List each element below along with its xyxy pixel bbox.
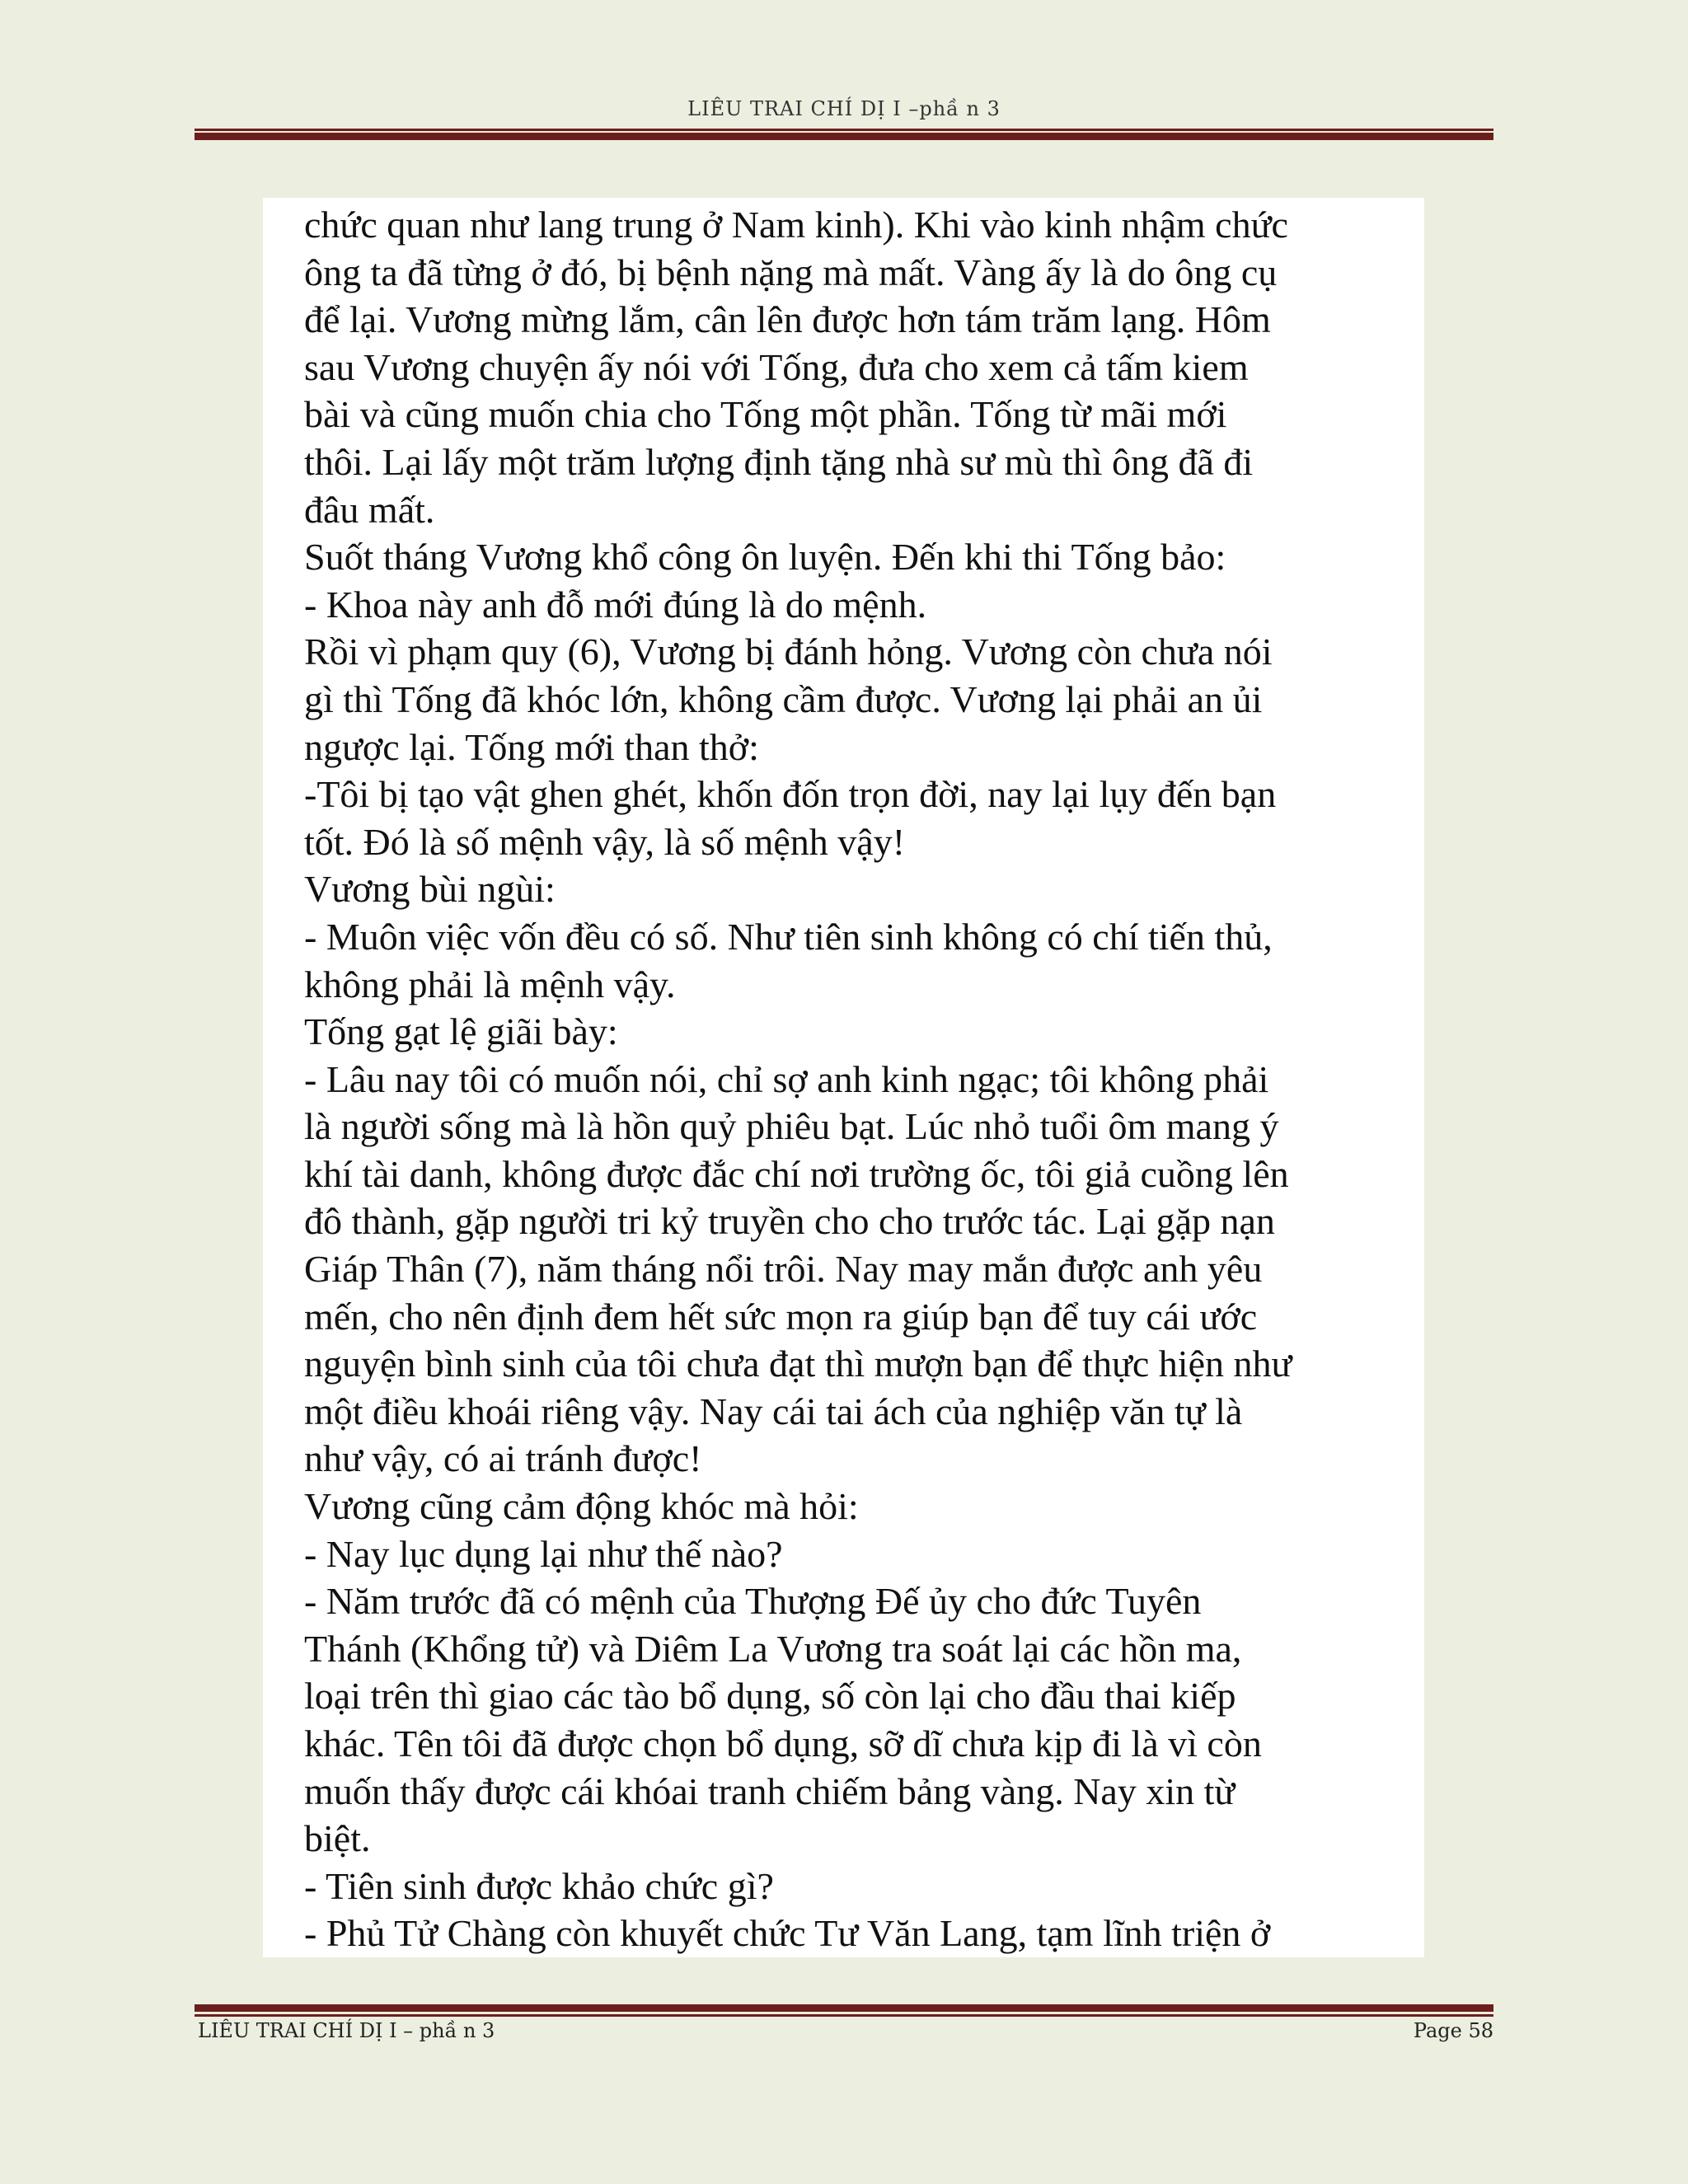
text-line: Thánh (Khổng tử) và Diêm La Vương tra soát lại các hồn ma,: [304, 1627, 1242, 1670]
text-line: - Muôn việc vốn đều có số. Như tiên sinh không có chí tiến thủ,: [304, 915, 1273, 958]
footer-rule-thin: [195, 2014, 1493, 2017]
text-line: tốt. Đó là số mệnh vậy, là số mệnh vậy!: [304, 820, 906, 863]
text-line: Vương bùi ngùi:: [304, 868, 556, 911]
header-rule-thick: [195, 133, 1493, 140]
text-line: Giáp Thân (7), năm tháng nổi trôi. Nay may mắn được anh yêu: [304, 1248, 1263, 1291]
text-line: loại trên thì giao các tào bổ dụng, số còn lại cho đầu thai kiếp: [304, 1675, 1236, 1718]
text-line: gì thì Tống đã khóc lớn, không cầm được. Vương lại phải an ủi: [304, 677, 1263, 720]
text-line: - Khoa này anh đỗ mới đúng là do mệnh.: [304, 583, 927, 626]
text-line: một điều khoái riêng vậy. Nay cái tai ách của nghiệp văn tự là: [304, 1390, 1243, 1432]
text-line: - Tiên sinh được khảo chức gì?: [304, 1864, 774, 1907]
text-line: bài và cũng muốn chia cho Tống một phần. Tống từ mãi mới: [304, 393, 1227, 436]
text-line: đâu mất.: [304, 488, 435, 531]
running-header: LIÊU TRAI CHÍ DỊ I –phầ n 3: [687, 97, 1001, 120]
text-line: đô thành, gặp người tri kỷ truyền cho cho trước tác. Lại gặp nạn: [304, 1200, 1275, 1243]
text-line: - Nay lục dụng lại như thế nào?: [304, 1532, 783, 1575]
text-line: ông ta đã từng ở đó, bị bệnh nặng mà mất. Vàng ấy là do ông cụ: [304, 251, 1278, 293]
text-line: mến, cho nên định đem hết sức mọn ra giúp bạn để tuy cái ước: [304, 1295, 1258, 1338]
text-line: như vậy, có ai tránh được!: [304, 1437, 702, 1480]
text-line: - Lâu nay tôi có muốn nói, chỉ sợ anh kinh ngạc; tôi không phải: [304, 1057, 1269, 1100]
text-line: biệt.: [304, 1817, 371, 1860]
text-line: ngược lại. Tống mới than thở:: [304, 725, 759, 768]
footer-title: LIÊU TRAI CHÍ DỊ I – phầ n 3: [198, 2019, 495, 2042]
text-line: Tống gạt lệ giãi bày:: [304, 1010, 618, 1053]
text-line: -Tôi bị tạo vật ghen ghét, khốn đốn trọn đời, nay lại lụy đến bạn: [304, 773, 1277, 816]
text-line: Suốt tháng Vương khổ công ôn luyện. Đến khi thi Tống bảo:: [304, 536, 1226, 579]
text-line: muốn thấy được cái khóai tranh chiếm bảng vàng. Nay xin từ: [304, 1769, 1236, 1812]
body-text: [304, 201, 1400, 1957]
text-line: nguyện bình sinh của tôi chưa đạt thì mượn bạn để thực hiện như: [304, 1343, 1292, 1385]
text-line: là người sống mà là hồn quỷ phiêu bạt. Lúc nhỏ tuổi ôm mang ý: [304, 1105, 1279, 1148]
text-line: - Năm trước đã có mệnh của Thượng Đế ủy cho đức Tuyên: [304, 1580, 1202, 1623]
text-line: Vương cũng cảm động khóc mà hỏi:: [304, 1485, 859, 1528]
footer-rule-thick: [195, 2004, 1493, 2012]
text-line: - Phủ Tử Chàng còn khuyết chức Tư Văn Lang, tạm lĩnh triện ở: [304, 1912, 1271, 1955]
text-line: khí tài danh, không được đắc chí nơi trường ốc, tôi giả cuồng lên: [304, 1152, 1289, 1195]
text-line: để lại. Vương mừng lắm, cân lên được hơn tám trăm lạng. Hôm: [304, 298, 1271, 341]
page-content: [263, 198, 1424, 1957]
page-number: Page 58: [1413, 2019, 1493, 2042]
header-rule-thin: [195, 129, 1493, 131]
text-line: thôi. Lại lấy một trăm lượng định tặng nhà sư mù thì ông đã đi: [304, 440, 1254, 483]
text-line: Rồi vì phạm quy (6), Vương bị đánh hỏng. Vương còn chưa nói: [304, 630, 1273, 673]
text-line: khác. Tên tôi đã được chọn bổ dụng, sỡ dĩ chưa kịp đi là vì còn: [304, 1722, 1262, 1765]
text-line: sau Vương chuyện ấy nói với Tống, đưa cho xem cả tấm kiem: [304, 345, 1249, 388]
text-line: không phải là mệnh vậy.: [304, 963, 676, 1005]
text-line: chức quan như lang trung ở Nam kinh). Khi vào kinh nhậm chức: [304, 204, 1288, 246]
